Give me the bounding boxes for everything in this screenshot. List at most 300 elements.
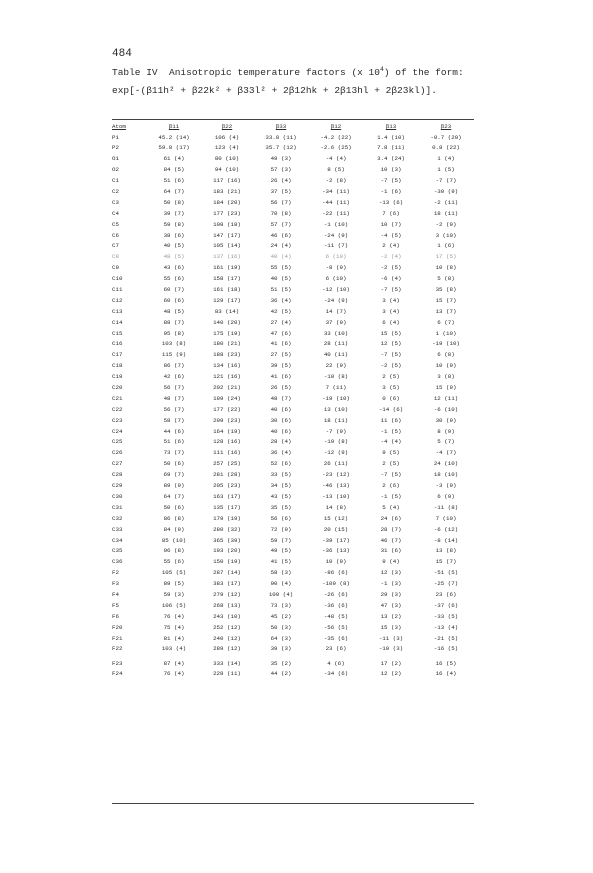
cell-b12: 37 (9)	[325, 318, 347, 326]
cell-b22: 135 (17)	[213, 503, 241, 511]
cell-b23: -7 (7)	[435, 177, 457, 185]
cell-b33: 34 (5)	[270, 482, 292, 490]
cell-b12: -109 (8)	[322, 580, 350, 588]
cell-atom: C3	[112, 198, 119, 206]
header-b23: β23	[440, 123, 452, 130]
cell-b22: 177 (23)	[213, 209, 241, 217]
table-row	[112, 394, 474, 405]
cell-b22: 240 (12)	[213, 634, 241, 642]
cell-atom: F3	[112, 580, 119, 588]
cell-b12: -26 (6)	[323, 590, 349, 598]
cell-atom: F24	[112, 670, 123, 678]
cell-b12: -12 (10)	[322, 286, 350, 294]
cell-b11: 60 (7)	[163, 286, 185, 294]
cell-b22: 161 (18)	[213, 286, 241, 294]
cell-b22: 268 (13)	[213, 601, 241, 609]
header-b13: β13	[385, 123, 397, 130]
cell-atom: C1	[112, 177, 119, 185]
cell-b22: 147 (17)	[213, 231, 241, 239]
header-b11: β11	[168, 123, 180, 130]
cell-b23: -2 (9)	[435, 220, 457, 228]
cell-b23: -25 (7)	[433, 580, 459, 588]
cell-b12: 8 (5)	[327, 166, 345, 174]
cell-b11: 56 (7)	[163, 384, 185, 392]
cell-b12: -22 (11)	[322, 209, 350, 217]
cell-b12: -4.2 (22)	[320, 133, 352, 141]
cell-b23: 3 (8)	[437, 373, 455, 381]
cell-b12: -23 (12)	[322, 471, 350, 479]
cell-b22: 280 (32)	[213, 525, 241, 533]
cell-b12: 13 (10)	[323, 405, 349, 413]
cell-b13: 9 (4)	[382, 558, 400, 566]
cell-b22: 150 (19)	[213, 558, 241, 566]
cell-b13: 11 (6)	[380, 416, 402, 424]
cell-b33: 35 (2)	[270, 659, 292, 667]
cell-b13: 10 (7)	[380, 220, 402, 228]
cell-b13: 3 (4)	[382, 307, 400, 315]
cell-b22: 128 (16)	[213, 438, 241, 446]
table-row	[112, 590, 474, 601]
cell-b12: -35 (6)	[323, 634, 349, 642]
cell-b33: 90 (4)	[270, 580, 292, 588]
cell-b22: 108 (18)	[213, 220, 241, 228]
cell-b23: 5 (8)	[437, 275, 455, 283]
cell-b23: 1 (10)	[435, 329, 457, 337]
table-row	[112, 557, 474, 568]
cell-b13: -13 (6)	[378, 198, 404, 206]
cell-b22: 140 (20)	[213, 318, 241, 326]
cell-b33: 27 (4)	[270, 318, 292, 326]
cell-b22: 365 (39)	[213, 536, 241, 544]
cell-atom: C32	[112, 514, 123, 522]
table-caption-text: Anisotropic temperature factors (x 10	[169, 67, 380, 79]
cell-b23: 7 (10)	[435, 514, 457, 522]
cell-b23: -8 (14)	[433, 536, 459, 544]
table-row	[112, 198, 474, 209]
cell-b33: 40 (4)	[270, 253, 292, 261]
cell-atom: C23	[112, 416, 123, 424]
table-row	[112, 350, 474, 361]
cell-b11: 69 (7)	[163, 471, 185, 479]
cell-b33: 30 (6)	[270, 416, 292, 424]
cell-b13: 5 (4)	[382, 503, 400, 511]
table-caption-text-end: ) of the form:	[383, 67, 464, 79]
cell-atom: F5	[112, 601, 119, 609]
cell-atom: C30	[112, 492, 123, 500]
cell-atom: C29	[112, 482, 123, 490]
cell-b33: 48 (7)	[270, 394, 292, 402]
cell-b33: 45 (2)	[270, 612, 292, 620]
table-row	[112, 611, 474, 622]
cell-b22: 137 (16)	[213, 253, 241, 261]
cell-b33: 36 (4)	[270, 296, 292, 304]
cell-b13: -4 (4)	[380, 438, 402, 446]
cell-b13: 12 (5)	[380, 340, 402, 348]
cell-b23: 15 (7)	[435, 296, 457, 304]
cell-b23: 18 (11)	[433, 209, 459, 217]
cell-b11: 103 (8)	[161, 340, 187, 348]
cell-b13: 15 (3)	[380, 623, 402, 631]
cell-atom: C28	[112, 471, 123, 479]
cell-b11: 56 (7)	[163, 405, 185, 413]
cell-b22: 123 (4)	[214, 144, 240, 152]
cell-b11: 48 (5)	[163, 307, 185, 315]
cell-b11: 50 (6)	[163, 460, 185, 468]
cell-b33: 26 (4)	[270, 177, 292, 185]
cell-b12: 20 (15)	[323, 525, 349, 533]
cell-b22: 252 (12)	[213, 623, 241, 631]
cell-b11: 59.8 (17)	[158, 144, 190, 152]
cell-b23: 17 (5)	[435, 253, 457, 261]
table-row	[112, 285, 474, 296]
table-row	[112, 426, 474, 437]
cell-atom: C8	[112, 253, 119, 261]
cell-b13: 2 (5)	[382, 460, 400, 468]
table-row	[112, 644, 474, 655]
cell-b23: 1 (6)	[437, 242, 455, 250]
cell-b11: 48 (7)	[163, 394, 185, 402]
cell-b22: 129 (17)	[213, 296, 241, 304]
cell-b12: -19 (8)	[323, 438, 349, 446]
cell-b33: 41 (6)	[270, 340, 292, 348]
cell-atom: C9	[112, 264, 119, 272]
cell-atom: C13	[112, 307, 123, 315]
cell-b22: 202 (21)	[213, 384, 241, 392]
cell-b12: -36 (6)	[323, 601, 349, 609]
cell-b33: 50 (3)	[270, 623, 292, 631]
cell-b12: -46 (13)	[322, 482, 350, 490]
cell-b22: 228 (11)	[213, 670, 241, 678]
cell-b11: 89 (5)	[163, 580, 185, 588]
caption-exponent: 4	[379, 66, 384, 73]
cell-b23: -13 (4)	[433, 623, 459, 631]
cell-b11: 76 (4)	[163, 612, 185, 620]
cell-b11: 64 (7)	[163, 188, 185, 195]
cell-b33: 57 (3)	[270, 166, 292, 174]
cell-b12: -10 (8)	[323, 373, 349, 381]
cell-atom: P2	[112, 144, 119, 152]
cell-b22: 121 (16)	[213, 373, 241, 381]
cell-atom: F4	[112, 590, 119, 598]
cell-b12: -44 (11)	[322, 198, 350, 206]
cell-b22: 289 (12)	[213, 645, 241, 653]
cell-b23: -30 (9)	[433, 188, 459, 195]
cell-atom: F22	[112, 645, 123, 653]
cell-b23: 35 (8)	[435, 286, 457, 294]
cell-atom: C7	[112, 242, 119, 250]
cell-atom: F2	[112, 569, 119, 577]
cell-b12: -24 (9)	[323, 296, 349, 304]
cell-b33: 27 (5)	[270, 351, 292, 359]
temperature-factor-formula: exp[-(β11h² + β22k² + β33l² + 2β12hk + 2β13hl + 2β23kl)].	[112, 85, 437, 96]
cell-b11: 106 (5)	[161, 601, 187, 609]
cell-b33: 41 (5)	[270, 558, 292, 566]
cell-b12: -13 (10)	[322, 492, 350, 500]
cell-b23: -16 (5)	[433, 645, 459, 653]
cell-b22: 177 (22)	[213, 405, 241, 413]
cell-atom: C2	[112, 188, 119, 195]
cell-b11: 85 (10)	[161, 536, 187, 544]
cell-b22: 383 (17)	[213, 580, 241, 588]
table-row	[112, 601, 474, 612]
cell-b13: -10 (3)	[378, 645, 404, 653]
cell-b33: 59 (7)	[270, 536, 292, 544]
cell-b22: 205 (23)	[213, 482, 241, 490]
cell-atom: C19	[112, 373, 123, 381]
table-row	[112, 132, 474, 143]
cell-b11: 59 (8)	[163, 220, 185, 228]
cell-atom: C34	[112, 536, 123, 544]
cell-b11: 115 (9)	[161, 351, 187, 359]
cell-atom: C35	[112, 547, 123, 555]
cell-b13: 0 (6)	[382, 394, 400, 402]
cell-b33: 51 (5)	[270, 286, 292, 294]
cell-b22: 106 (4)	[214, 133, 240, 141]
cell-b33: 49 (5)	[270, 547, 292, 555]
cell-b12: 23 (6)	[325, 645, 347, 653]
cell-b33: 28 (4)	[270, 438, 292, 446]
cell-atom: C16	[112, 340, 123, 348]
cell-b11: 87 (4)	[163, 659, 185, 667]
cell-b11: 44 (6)	[163, 427, 185, 435]
cell-b22: 333 (14)	[213, 659, 241, 667]
cell-b11: 86 (7)	[163, 362, 185, 370]
cell-b13: -14 (6)	[378, 405, 404, 413]
cell-b12: 22 (9)	[325, 362, 347, 370]
cell-b11: 38 (6)	[163, 231, 185, 239]
cell-b12: -36 (13)	[322, 547, 350, 555]
table-row	[112, 404, 474, 415]
cell-b23: 15 (7)	[435, 558, 457, 566]
table-row	[112, 383, 474, 394]
cell-b13: -2 (5)	[380, 264, 402, 272]
table-row	[112, 655, 474, 669]
table-row	[112, 317, 474, 328]
cell-b13: -2 (4)	[380, 253, 402, 261]
cell-b22: 105 (14)	[213, 242, 241, 250]
cell-b13: -7 (5)	[380, 286, 402, 294]
cell-b23: 16 (4)	[435, 670, 457, 678]
cell-atom: F23	[112, 659, 123, 667]
table-row	[112, 296, 474, 307]
cell-b11: 51 (6)	[163, 438, 185, 446]
cell-b11: 60 (6)	[163, 296, 185, 304]
cell-b23: 18 (10)	[433, 471, 459, 479]
cell-b33: 40 (6)	[270, 427, 292, 435]
cell-b13: -4 (5)	[380, 231, 402, 239]
cell-b33: 56 (7)	[270, 198, 292, 206]
cell-b11: 105 (5)	[161, 569, 187, 577]
cell-b22: 243 (10)	[213, 612, 241, 620]
cell-b23: 23 (6)	[435, 590, 457, 598]
cell-b11: 58 (7)	[163, 416, 185, 424]
cell-b33: 57 (7)	[270, 220, 292, 228]
cell-b12: -34 (6)	[323, 670, 349, 678]
table-row	[112, 241, 474, 252]
cell-b33: 26 (5)	[270, 384, 292, 392]
cell-b13: -1 (3)	[380, 580, 402, 588]
cell-b13: 7 (6)	[382, 209, 400, 217]
cell-b13: 2 (4)	[382, 242, 400, 250]
table-row	[112, 176, 474, 187]
cell-b13: 3 (4)	[382, 296, 400, 304]
cell-b22: 180 (21)	[213, 340, 241, 348]
cell-atom: F21	[112, 634, 123, 642]
cell-b33: 72 (9)	[270, 525, 292, 533]
cell-b33: 37 (5)	[270, 188, 292, 195]
cell-b22: 179 (19)	[213, 514, 241, 522]
cell-b11: 51 (6)	[163, 177, 185, 185]
table-row	[112, 143, 474, 154]
cell-atom: C4	[112, 209, 119, 217]
cell-b12: -39 (17)	[322, 536, 350, 544]
cell-b11: 42 (6)	[163, 373, 185, 381]
cell-b12: -86 (6)	[323, 569, 349, 577]
cell-b22: 281 (28)	[213, 471, 241, 479]
table-row	[112, 154, 474, 165]
cell-b33: 44 (2)	[270, 670, 292, 678]
cell-b13: 2 (6)	[382, 482, 400, 490]
cell-b13: 12 (2)	[380, 670, 402, 678]
cell-b13: -1 (5)	[380, 427, 402, 435]
cell-b22: 279 (12)	[213, 590, 241, 598]
cell-b11: 50 (6)	[163, 503, 185, 511]
cell-b22: 163 (17)	[213, 492, 241, 500]
header-atom: Atom	[112, 123, 126, 130]
cell-b33: 42 (5)	[270, 307, 292, 315]
cell-b11: 81 (4)	[163, 634, 185, 642]
cell-atom: O2	[112, 166, 119, 174]
cell-b33: 40 (6)	[270, 405, 292, 413]
cell-b33: 58 (3)	[270, 569, 292, 577]
cell-b23: 5 (7)	[437, 438, 455, 446]
header-b22: β22	[221, 123, 233, 130]
cell-b13: 15 (5)	[380, 329, 402, 337]
cell-b13: 24 (6)	[380, 514, 402, 522]
cell-b13: 3.4 (24)	[377, 155, 405, 163]
cell-atom: C31	[112, 503, 123, 511]
table-row	[112, 208, 474, 219]
cell-atom: C11	[112, 286, 123, 294]
cell-b23: -6 (10)	[433, 405, 459, 413]
table-row	[112, 535, 474, 546]
cell-b11: 61 (4)	[163, 155, 185, 163]
cell-b12: 6 (10)	[325, 253, 347, 261]
cell-b13: 3 (5)	[382, 384, 400, 392]
cell-b23: -37 (6)	[433, 601, 459, 609]
cell-b12: 7 (11)	[325, 384, 347, 392]
cell-b23: -3 (9)	[435, 482, 457, 490]
cell-b11: 40 (5)	[163, 242, 185, 250]
table-caption	[112, 66, 464, 78]
table-top-rule	[112, 119, 474, 120]
cell-b23: 1 (4)	[437, 155, 455, 163]
cell-b33: 64 (3)	[270, 634, 292, 642]
cell-b33: 56 (6)	[270, 514, 292, 522]
cell-b23: 1 (5)	[437, 166, 455, 174]
table-row	[112, 372, 474, 383]
cell-b13: -1 (5)	[380, 492, 402, 500]
table-row	[112, 459, 474, 470]
table-row	[112, 252, 474, 263]
cell-b23: -19 (10)	[432, 340, 460, 348]
table-row	[112, 492, 474, 503]
cell-b12: 14 (7)	[325, 307, 347, 315]
cell-atom: O1	[112, 155, 119, 163]
table-row	[112, 669, 474, 680]
table-row	[112, 622, 474, 633]
cell-b12: 26 (11)	[323, 460, 349, 468]
cell-b13: 2 (5)	[382, 373, 400, 381]
cell-atom: C17	[112, 351, 123, 359]
cell-b11: 95 (8)	[163, 329, 185, 337]
cell-b22: 183 (21)	[213, 188, 241, 195]
cell-b11: 48 (5)	[163, 253, 185, 261]
cell-b12: 33 (10)	[323, 329, 349, 337]
page-number: 484	[112, 48, 132, 60]
table-row	[112, 263, 474, 274]
cell-b33: 39 (5)	[270, 362, 292, 370]
cell-b33: 100 (4)	[268, 590, 294, 598]
cell-atom: C14	[112, 318, 123, 326]
cell-b13: 29 (3)	[380, 590, 402, 598]
cell-b13: 9 (5)	[382, 449, 400, 457]
cell-b11: 73 (7)	[163, 449, 185, 457]
cell-b22: 117 (16)	[213, 177, 241, 185]
cell-b13: 13 (2)	[380, 612, 402, 620]
table-row	[112, 219, 474, 230]
cell-b13: 46 (7)	[380, 536, 402, 544]
cell-b12: 6 (10)	[325, 275, 347, 283]
cell-b23: -21 (5)	[433, 634, 459, 642]
cell-b22: 209 (23)	[213, 416, 241, 424]
cell-atom: C18	[112, 362, 123, 370]
cell-b12: 4 (6)	[327, 659, 345, 667]
cell-b13: 31 (6)	[380, 547, 402, 555]
cell-b23: -4 (7)	[435, 449, 457, 457]
table-row	[112, 187, 474, 198]
table-row	[112, 448, 474, 459]
cell-b33: 52 (6)	[270, 460, 292, 468]
cell-b13: 28 (7)	[380, 525, 402, 533]
cell-b33: 39 (3)	[270, 645, 292, 653]
cell-atom: C5	[112, 220, 119, 228]
cell-b12: -8 (9)	[325, 264, 347, 272]
cell-b23: 10 (8)	[435, 264, 457, 272]
cell-b12: -56 (5)	[323, 623, 349, 631]
cell-b22: 134 (16)	[213, 362, 241, 370]
cell-b22: 199 (24)	[213, 394, 241, 402]
cell-b33: 70 (8)	[270, 209, 292, 217]
cell-b33: 47 (6)	[270, 329, 292, 337]
cell-atom: C22	[112, 405, 123, 413]
cell-b33: 24 (4)	[270, 242, 292, 250]
table-row	[112, 546, 474, 557]
cell-b11: 64 (7)	[163, 492, 185, 500]
cell-atom: F20	[112, 623, 123, 631]
table-row	[112, 361, 474, 372]
table-row	[112, 568, 474, 579]
cell-b12: 28 (11)	[323, 340, 349, 348]
table-header-row	[112, 122, 474, 132]
cell-b23: 6 (9)	[437, 492, 455, 500]
cell-b12: -48 (5)	[323, 612, 349, 620]
cell-b11: 84 (9)	[163, 525, 185, 533]
cell-b12: -2.6 (25)	[320, 144, 352, 152]
cell-b12: 10 (9)	[325, 558, 347, 566]
cell-b12: -2 (8)	[325, 177, 347, 185]
cell-atom: F6	[112, 612, 119, 620]
